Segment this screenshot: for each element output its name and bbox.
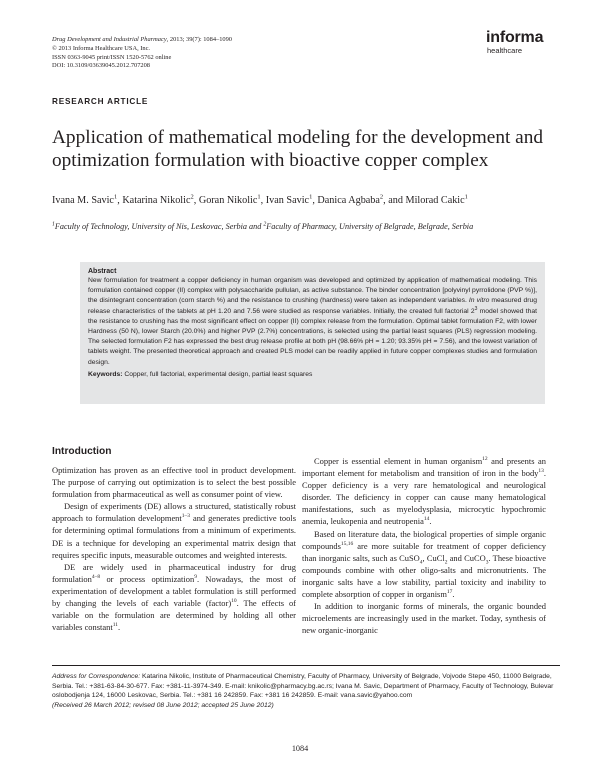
citation-sup: 17 [446, 589, 453, 596]
paragraph: In addition to inorganic forms of minerals, the organic bounded microelements are increasingly used in the market. Today, synthesis of new organic-inorganic [302, 601, 546, 636]
paragraph: Optimization has proven as an effective tool in product development. The purpose of carrying out optimization is to select the best possible formulation from pharmaceutical as well as consumer point of view. [52, 465, 296, 500]
paragraph [52, 561, 296, 634]
paragraph [302, 455, 546, 528]
abstract-in-vitro: In vitro [468, 297, 490, 305]
citation-sup: 11 [112, 622, 118, 629]
citation-sup: 9 [194, 574, 197, 581]
abstract-part: New formulation for treatment a copper deficiency in human organism was developed and optimized by application of mathematical modeling. This formulation contained copper (II) complex with polysaccharide pullulan, as active substance. The binder concentration [polyvinyl pyrrolidone (PVP %)], the disintegrant concentration (corn starch %) and the resistance to crushing (hardness) were taken as independent variables. [88, 277, 537, 305]
text-run: or process optimization [100, 573, 195, 584]
correspondence-address [52, 672, 558, 701]
subscript: 4 [419, 559, 423, 566]
footnote-divider [52, 665, 560, 666]
text-run: Based on literature data, the biological properties of simple organic compounds [302, 528, 546, 551]
abstract-sup: 3 [474, 305, 478, 312]
paragraph [302, 528, 546, 601]
logo-subtitle: healthcare [487, 46, 523, 55]
citation-sup: 1–3 [181, 513, 191, 520]
author-list [52, 194, 562, 207]
citation-sup: 10 [231, 598, 237, 605]
author-affil-sup: 1 [257, 193, 261, 201]
abstract-part: measured drug release characteristics of the tablets at pH 1.20 and 7.56 were studied as response variables. Initially, the created full factorial 2 [88, 297, 537, 315]
journal-citation: , 2013; 39(7): 1084–1090 [166, 36, 232, 43]
author-sep: , [117, 195, 123, 206]
journal-meta [52, 36, 232, 71]
copyright: © 2013 Informa Healthcare USA, Inc. [52, 44, 151, 52]
text-run: and CuCO [447, 552, 486, 563]
author-affil-sup: 1 [113, 193, 118, 201]
text-run: . [117, 622, 121, 633]
text-run: and generates predictive tools for determining optimal formulations from a minimum of experiments. DE is a technique for developing an experimental matrix design that requires specific inputs, measurable outcomes and weighted interests. [52, 513, 296, 560]
keywords-label: Keywords: [88, 370, 123, 378]
correspondence-text: Katarina Nikolic, Institute of Pharmaceutical Chemistry, Faculty of Pharmacy, University of Belgrade, Vojvode Stepe 450, 11000 Belgrade, Serbia. Tel.: +381-63-84-30-677. Fax: +381-11-3974-349. E-mail: knikolic@pharmacy.bg.ac.rs; Ivana M. Savic, Department of Pharmacy, Faculty of Technology, Bulevar oslobodjenja 124, 16000 Leskovac, Serbia. Tel.: +381 16 242859. Fax: +381 16 242859. E-mail: vana.savic@yahoo.com [52, 673, 554, 700]
text-run: are more suitable for treatment of copper deficiency than inorganic salts, such as CuSO [302, 540, 546, 563]
text-run: . [452, 589, 455, 600]
subscript: 2 [444, 559, 448, 566]
section-heading-introduction: Introduction [52, 446, 112, 457]
affil-sup-1: 1 [52, 221, 55, 228]
right-column [302, 455, 546, 636]
received-dates: (Received 26 March 2012; revised 08 June 2012; accepted 25 June 2012) [52, 701, 274, 709]
affil-text-2: Faculty of Pharmacy, University of Belgrade, Belgrade, Serbia [266, 222, 474, 231]
article-type-label: RESEARCH ARTICLE [52, 97, 149, 106]
paragraph [52, 500, 296, 560]
correspondence [52, 672, 558, 710]
text-run: Copper is essential element in human organism [314, 456, 483, 466]
keywords [88, 370, 537, 380]
article-title: Application of mathematical modeling for the development and optimization formulation with bioactive copper complex [52, 127, 543, 171]
text-run: . The effects of variable on the formulation are determined by holding all other variables constant [52, 598, 296, 633]
author: Ivana M. Savic [52, 195, 114, 206]
left-column [52, 464, 296, 633]
page-number: 1084 [291, 744, 309, 753]
abstract-box [80, 262, 545, 404]
text-run: . [429, 516, 432, 527]
affil-sup-2: 2 [263, 221, 267, 228]
text-run: . Copper deficiency is a very rare hematological and neurological disorder. The deficiency in copper can cause many hematological manifestations, such as myelodysplasia, microcytic hypochromic anemia, leukopenia and neutropenia [302, 468, 546, 527]
keywords-list: Copper, full factorial, experimental design, partial least squares [122, 370, 313, 378]
author-sep: , [312, 195, 318, 206]
text-run: DE are widely used in pharmaceutical industry for drug formulation [52, 561, 296, 584]
issn: ISSN 0363-9045 print/ISSN 1520-5762 online [52, 53, 172, 61]
abstract-text [88, 276, 537, 368]
subscript: 3 [485, 559, 489, 566]
author: Milorad Cakic [405, 195, 465, 206]
author-affil-sup: 1 [309, 193, 313, 201]
author-affil-sup: 2 [190, 193, 194, 201]
author: Ivan Savic [265, 195, 310, 206]
publisher-logo [486, 30, 558, 55]
text-run: . These bioactive compounds combine with other oligo-salts and micronutrients. The inorganic salts have a low stability, partial toxicity and inability to complete absorption of copper in organism [302, 552, 546, 600]
abstract-part: model showed that the resistance to crushing has the most significant effect on copper (II) complex release from the formulation. Optimal tablet formulation F2, with lower Hardness (50 N), lower Starch (20.0%) and higher PVP (2.7%) concentrations, is selected using the partial least squares (PLS) regression modeling. The selected formulation F2 has expressed the best drug release profile at both pH (98.66% pH = 1.20; 93.35% pH = 7.56), and the lowest variation of tablets weight. The presented theoretical approach and created PLS model can be readily applied in future copper complexes studies and formulation design. [88, 307, 537, 366]
citation-sup: 15,16 [340, 540, 354, 547]
affiliations [52, 221, 542, 233]
author-affil-sup: 2 [379, 193, 384, 201]
text-run: Design of experiments (DE) allows a structured, statistically robust approach to formulation development [52, 501, 296, 524]
author-affil-sup: 1 [464, 193, 468, 201]
correspondence-label: Address for Correspondence: [52, 673, 141, 680]
journal-name: Drug Development and Industrial Pharmacy [52, 36, 167, 43]
author-sep: , [260, 195, 266, 206]
citation-sup: 4–8 [91, 574, 101, 581]
text-run: . Nowadays, the most of experimentation of development a tablet formulation is still performed by changing the levels of each variable (factor) [52, 573, 296, 609]
author: Danica Agbaba [317, 195, 380, 206]
text-run: and presents an important element for metabolism and transition of iron in the body [302, 456, 546, 479]
author-sep: , [193, 195, 199, 206]
citation-sup: 13 [538, 468, 544, 475]
journal-citation-line [52, 36, 232, 45]
author: Katarina Nikolic [122, 195, 191, 206]
author: Goran Nikolic [198, 195, 258, 206]
affil-text-1: Faculty of Technology, University of Nis, Leskovac, Serbia and [54, 222, 264, 231]
citation-sup: 12 [482, 456, 488, 463]
citation-sup: 14 [423, 516, 430, 523]
text-run: , CuCl [422, 552, 445, 563]
abstract-heading: Abstract [88, 268, 117, 275]
doi: DOI: 10.3109/03639045.2012.707208 [52, 62, 150, 70]
author-sep: , and [383, 195, 406, 206]
logo-name: informa [486, 29, 544, 46]
